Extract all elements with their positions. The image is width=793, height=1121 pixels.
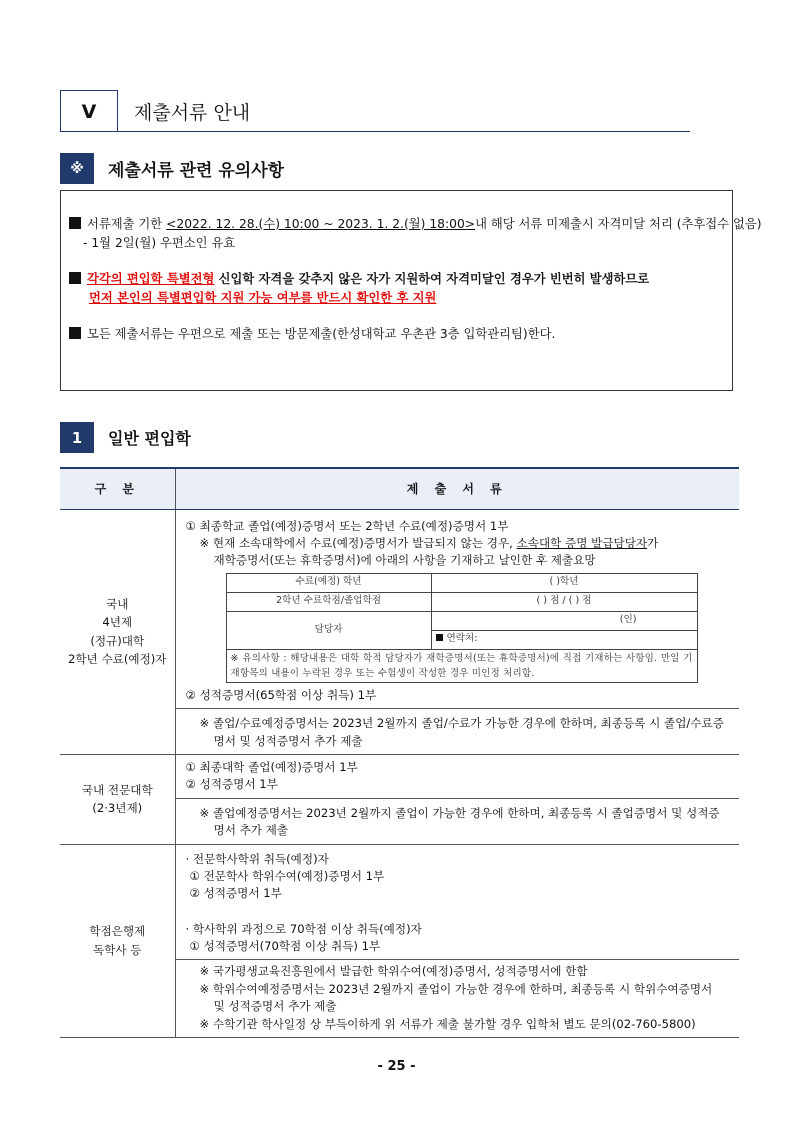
general-title: 일반 편입학 <box>108 429 191 448</box>
header-category: 구 분 <box>60 468 175 509</box>
documents-table <box>60 467 739 1038</box>
documents-4year <box>175 509 739 709</box>
general-transfer-header <box>60 422 191 453</box>
bullet-square-icon <box>69 217 81 229</box>
doc-item: ① 최종학교 졸업(예정)증명서 또는 2학년 수료(예정)증명서 1부 <box>185 518 509 533</box>
category-credit-bank: 학점은행제 독학사 등 <box>60 844 175 1038</box>
header-documents: 제 출 서 류 <box>175 468 739 509</box>
page-number: - 25 - <box>377 1059 416 1074</box>
submit-line: 모든 제출서류는 우편으로 제출 또는 방문제출(한성대학교 우촌관 3층 입학관리팀)한다. <box>69 325 724 344</box>
doc-note: ※ 현재 소속대학에서 수료(예정)증명서가 발급되지 않는 경우, 소속대학 증명 발급담당자가 <box>199 535 659 550</box>
notice-title: 제출서류 관련 유의사항 <box>108 161 285 181</box>
warning-line-2: 먼저 본인의 특별편입학 지원 가능 여부를 반드시 확인한 후 지원 <box>89 291 437 306</box>
form-label: 2학년 수료학점/졸업학점 <box>226 592 431 611</box>
table-row <box>60 844 739 960</box>
section-header <box>60 90 690 132</box>
form-warning: ※ 유의사항 : 해당내용은 대학 학적 담당자가 재학증명서(또는 휴학증명서)에 직접 기재하는 사항임. 만일 기재항목의 내용이 누락된 경우 또는 수험생이 작성한 경우 미인정 처리함. <box>226 649 697 682</box>
category-4year: 국내 4년제 (정규)대학 2학년 수료(예정)자 <box>60 509 175 754</box>
form-label: 담당자 <box>226 611 431 649</box>
form-value: ( )학년 <box>431 573 697 592</box>
form-seal: (인) <box>431 611 697 630</box>
deadline-period: <2022. 12. 28.(수) 10:00 ~ 2023. 1. 2.(월) 18:00> <box>166 217 476 231</box>
general-number: 1 <box>60 422 94 453</box>
table-header-row <box>60 468 739 509</box>
documents-college: ① 최종대학 졸업(예정)증명서 1부 ② 성적증명서 1부 <box>185 759 358 792</box>
category-college: 국내 전문대학 (2·3년제) <box>60 754 175 844</box>
postmark-line: - 1월 2일(월) 우편소인 유효 <box>83 236 236 251</box>
form-contact: 연락처: <box>431 630 697 649</box>
doc-note: 재학증명서(또는 휴학증명서)에 아래의 사항을 기재하고 날인한 후 제출요망 <box>213 553 596 568</box>
notice-box <box>60 190 762 391</box>
section-title: 제출서류 안내 <box>134 102 251 124</box>
table-row <box>60 509 739 709</box>
note-college: ※ 졸업예정증명서는 2023년 2월까지 졸업이 가능한 경우에 한하며, 최종등록 시 졸업증명서 및 성적증 명서 추가 제출 <box>175 798 739 844</box>
note-4year: ※ 졸업/수료예정증명서는 2023년 2월까지 졸업/수료가 가능한 경우에 한하며, 최종등록 시 졸업/수료증 명서 및 성적증명서 추가 제출 <box>175 709 739 755</box>
section-number: V <box>60 90 118 132</box>
warning-line: 각각의 편입학 특별전형 신입학 자격을 갖추지 않은 자가 지원하여 자격미달인 경우가 빈번히 발생하므로 <box>69 270 724 289</box>
form-value: ( ) 점 / ( ) 점 <box>431 592 697 611</box>
reference-mark-icon: ※ <box>60 153 94 184</box>
bullet-square-icon <box>69 272 81 284</box>
note-credit-bank: ※ 국가평생교육진흥원에서 발급한 학위수여(예정)증명서, 성적증명서에 한함 ※ 학위수여예정증명서는 2023년 2월까지 졸업이 가능한 경우에 한하며, 최종등록 시 학위수여증명서 및 성적증명서 추가 제출 ※ 수학기관 학사일정 상 부득이하게 위 서류가 제출 불가할 경우 입학처 별도 문의(02-760-5800) <box>175 960 739 1038</box>
notice-header <box>60 153 284 184</box>
form-label: 수료(예정) 학년 <box>226 573 431 592</box>
deadline-line: 서류제출 기한 <2022. 12. 28.(수) 10:00 ~ 2023. 1. 2.(월) 18:00>내 해당 서류 미제출시 자격미달 처리 (추후접수 없음) <box>69 215 724 234</box>
doc-item: ② 성적증명서(65학점 이상 취득) 1부 <box>185 687 377 702</box>
certification-form <box>226 573 698 683</box>
bullet-square-icon <box>69 327 81 339</box>
table-row <box>60 754 739 798</box>
documents-credit-bank: · 전문학사학위 취득(예정)자 ① 전문학사 학위수여(예정)증명서 1부 ② 성적증명서 1부 · 학사학위 과정으로 70학점 이상 취득(예정)자 ① 성적증명서(70학점 이상 취득) 1부 <box>185 851 422 954</box>
bullet-square-icon <box>436 634 443 641</box>
